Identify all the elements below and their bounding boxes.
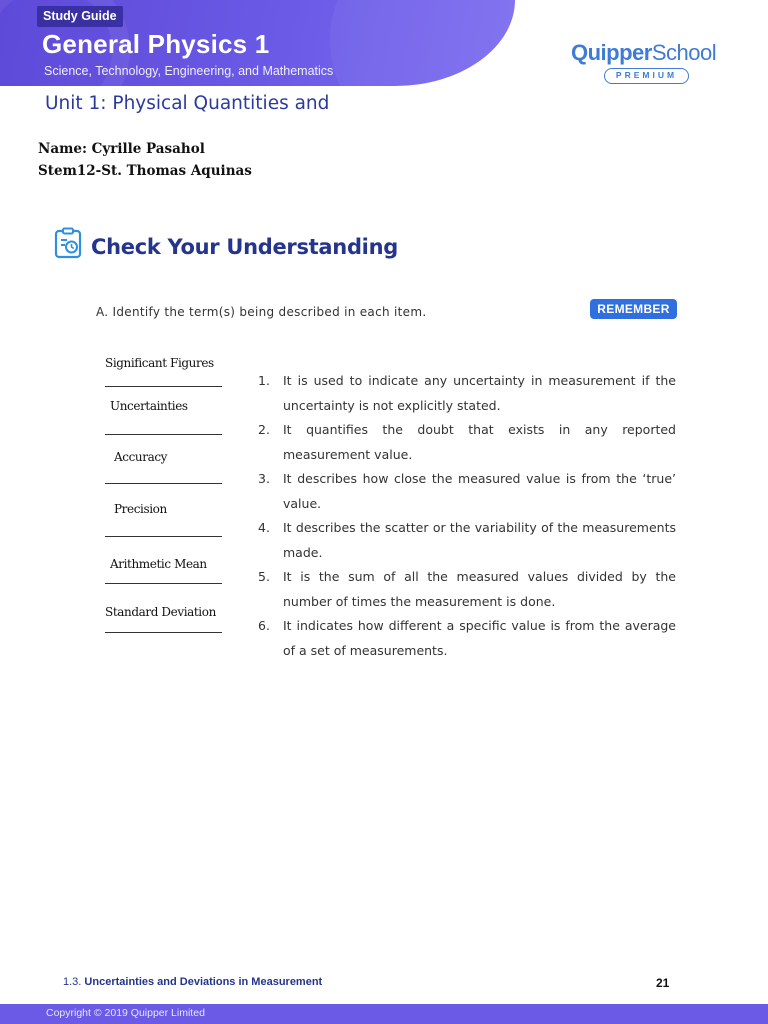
answer-field[interactable]: Accuracy bbox=[105, 450, 222, 484]
list-item bbox=[258, 516, 676, 565]
item-number: 4. bbox=[258, 520, 270, 535]
answer-field[interactable]: Standard Deviation bbox=[105, 605, 222, 633]
header-banner bbox=[0, 0, 515, 86]
list-item bbox=[258, 467, 676, 516]
page-number: 21 bbox=[656, 976, 670, 990]
topic-title: Uncertainties and Deviations in Measurement bbox=[84, 976, 323, 988]
copyright-text: Copyright © 2019 Quipper Limited bbox=[46, 1007, 205, 1019]
student-name: Name: Cyrille Pasahol bbox=[38, 141, 205, 157]
course-subtitle: Science, Technology, Engineering, and Mathematics bbox=[44, 64, 334, 78]
item-number: 1. bbox=[258, 373, 270, 388]
section-title: Check Your Understanding bbox=[91, 235, 398, 259]
quipper-school-logo bbox=[571, 40, 723, 84]
item-list bbox=[258, 369, 676, 663]
answer-field[interactable]: Uncertainties bbox=[105, 399, 222, 435]
list-item bbox=[258, 565, 676, 614]
item-text: It quantifies the doubt that exists in any reported measurement value. bbox=[283, 422, 676, 462]
student-section: Stem12-St. Thomas Aquinas bbox=[38, 163, 252, 179]
item-text: It describes how close the measured value is from the ‘true’ value. bbox=[283, 471, 676, 511]
answer-field[interactable]: Arithmetic Mean bbox=[105, 557, 222, 584]
item-number: 6. bbox=[258, 618, 270, 633]
clipboard-clock-icon bbox=[54, 227, 82, 259]
list-item bbox=[258, 418, 676, 467]
copyright-bar bbox=[0, 1004, 768, 1024]
item-text: It is the sum of all the measured values divided by the number of times the measurement is done. bbox=[283, 569, 676, 609]
unit-title: Unit 1: Physical Quantities and bbox=[45, 93, 330, 114]
course-title: General Physics 1 bbox=[42, 29, 270, 59]
logo-wordmark bbox=[571, 40, 723, 66]
item-text: It describes the scatter or the variability of the measurements made. bbox=[283, 520, 676, 560]
footer-topic bbox=[63, 976, 322, 988]
answer-field[interactable]: Precision bbox=[105, 502, 222, 537]
item-number: 2. bbox=[258, 422, 270, 437]
item-text: It indicates how different a specific value is from the average of a set of measurements. bbox=[283, 618, 676, 658]
remember-badge: REMEMBER bbox=[590, 299, 677, 319]
topic-number: 1.3. bbox=[63, 976, 82, 988]
item-number: 3. bbox=[258, 471, 270, 486]
item-text: It is used to indicate any uncertainty in measurement if the uncertainty is not explicitly stated. bbox=[283, 373, 676, 413]
instruction-text: A. Identify the term(s) being described in each item. bbox=[96, 305, 427, 319]
list-item bbox=[258, 614, 676, 663]
answer-field[interactable]: Significant Figures bbox=[105, 356, 222, 387]
banner-decoration bbox=[330, 0, 515, 86]
logo-part-quipper: Quipper bbox=[571, 40, 652, 65]
logo-part-school: School bbox=[651, 40, 717, 65]
list-item bbox=[258, 369, 676, 418]
study-guide-tag: Study Guide bbox=[37, 6, 123, 27]
premium-badge: PREMIUM bbox=[604, 68, 689, 84]
item-number: 5. bbox=[258, 569, 270, 584]
